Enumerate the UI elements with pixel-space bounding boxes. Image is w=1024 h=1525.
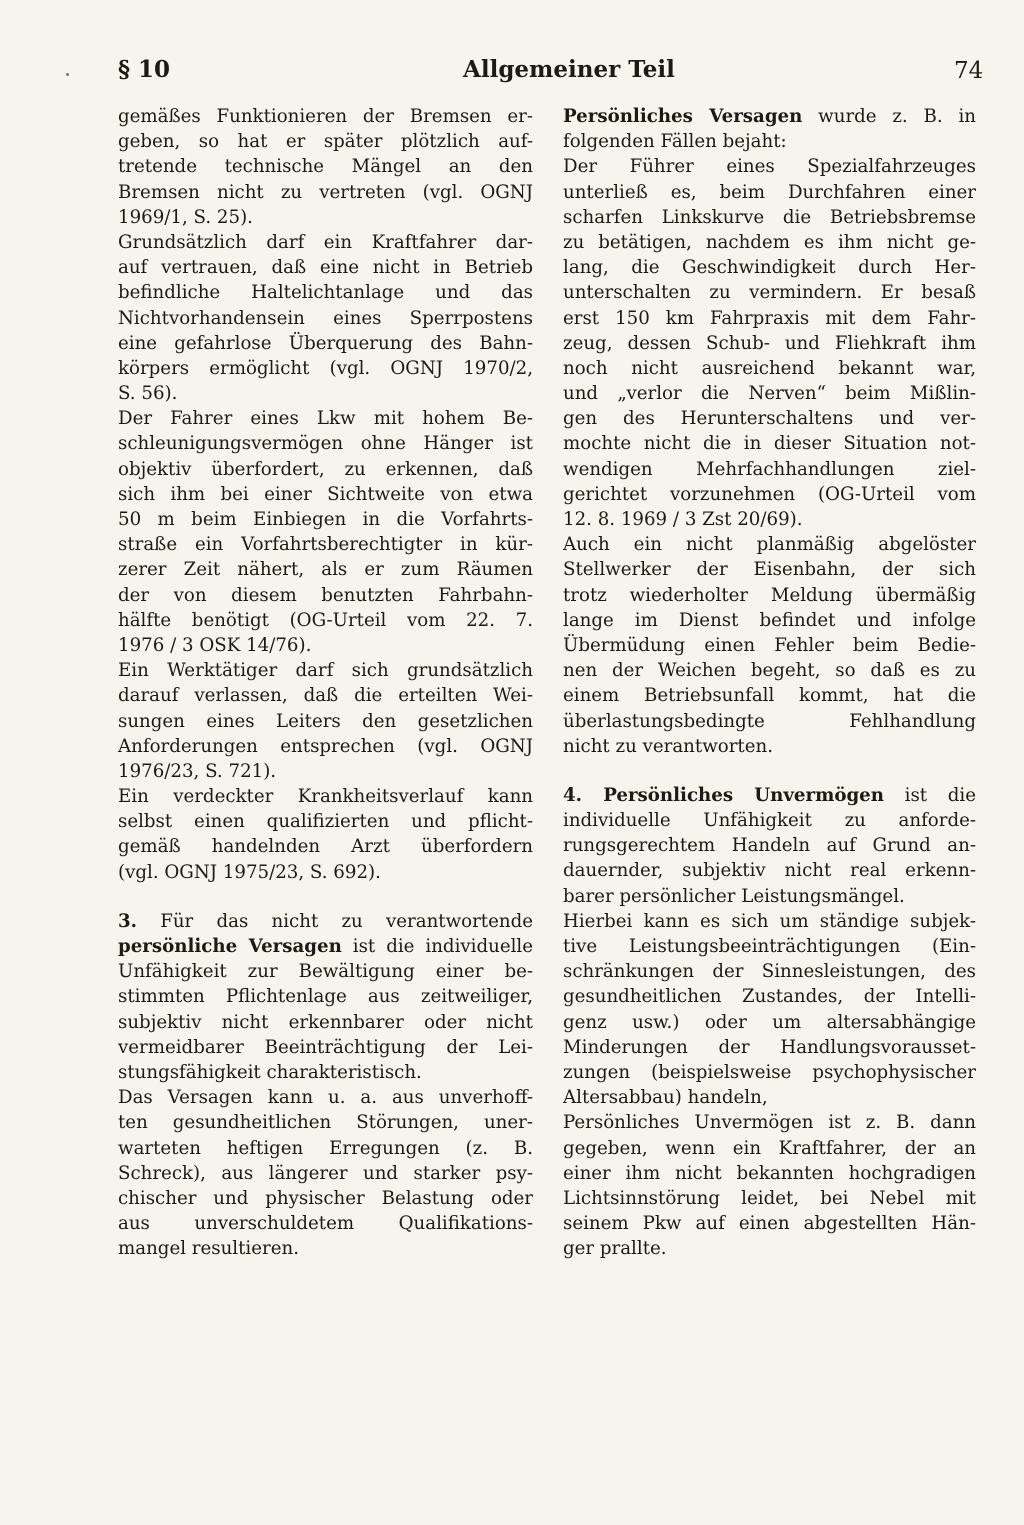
- text-line: Stellwerker der Eisenbahn, der sich: [563, 559, 976, 581]
- text-line: aus unverschuldetem Qualifikations-: [118, 1213, 533, 1235]
- text-line: stimmten Pflichtenlage aus zeitweiliger,: [118, 986, 533, 1008]
- text-line: Auch ein nicht planmäßig abgelöster: [563, 534, 976, 556]
- text-line: sich ihm bei einer Sichtweite von etwa: [118, 483, 533, 505]
- text-line: Persönliches Versagen wurde z. B. in: [563, 106, 976, 127]
- left-text-column: [118, 104, 533, 1261]
- text-line: Schreck), aus längerer und starker psy-: [118, 1162, 533, 1184]
- text-line: Ein verdeckter Krankheitsverlauf kann: [118, 786, 533, 808]
- text-line: barer persönlicher Leistungsmängel.: [563, 885, 905, 907]
- text-line: unterschalten zu vermindern. Er besaß: [563, 282, 976, 304]
- text-line: gegeben, wenn ein Kraftfahrer, der an: [563, 1137, 976, 1159]
- text-line: Der Fahrer eines Lkw mit hohem Be-: [118, 408, 533, 430]
- text-line: Der Führer eines Spezialfahrzeuges: [563, 156, 976, 178]
- text-line: tretende technische Mängel an den: [118, 156, 533, 178]
- text-line: zungen (beispielsweise psychophysischer: [563, 1061, 976, 1083]
- text-line: stungsfähigkeit charakteristisch.: [118, 1061, 422, 1083]
- page-number: 74: [954, 58, 984, 84]
- text-line: Anforderungen entsprechen (vgl. OGNJ: [118, 735, 533, 757]
- text-line: 12. 8. 1969 / 3 Zst 20/69).: [563, 509, 803, 530]
- text-line: Hierbei kann es sich um ständige subjek-: [563, 910, 976, 932]
- text-line: trotz wiederholter Meldung übermäßig: [563, 584, 976, 606]
- text-line: (vgl. OGNJ 1975/23, S. 692).: [118, 861, 381, 883]
- text-line: selbst einen qualifizierten und pflicht-: [118, 811, 533, 833]
- text-line: ten gesundheitlichen Störungen, uner-: [118, 1112, 533, 1134]
- text-line: unterließ es, beim Durchfahren einer: [563, 181, 976, 203]
- text-line: mangel resultieren.: [118, 1238, 299, 1260]
- text-line: körpers ermöglicht (vgl. OGNJ 1970/2,: [118, 357, 533, 379]
- text-line: Grundsätzlich darf ein Kraftfahrer dar-: [118, 231, 533, 253]
- text-line: erst 150 km Fahrpraxis mit dem Fahr-: [563, 307, 976, 329]
- text-line: befindliche Haltelichtanlage und das: [118, 282, 533, 304]
- text-line: 4. Persönliches Unvermögen ist die: [563, 784, 976, 806]
- text-line: 1976 / 3 OSK 14/76).: [118, 634, 312, 656]
- text-line: 50 m beim Einbiegen in die Vorfahrts-: [118, 509, 533, 530]
- text-line: individuelle Unfähigkeit zu anforde-: [563, 810, 976, 832]
- text-line: seinem Pkw auf einen abgestellten Hän-: [563, 1213, 976, 1235]
- text-line: scharfen Linkskurve die Betriebsbremse: [563, 206, 976, 228]
- bold-term: persönliche Versagen: [118, 936, 342, 957]
- text-line: rungsgerechtem Handeln auf Grund an-: [563, 835, 976, 857]
- text-line: straße ein Vorfahrtsberechtigter in kür-: [118, 534, 533, 556]
- bold-term: 4. Persönliches Unvermögen: [563, 784, 884, 806]
- text-line: persönliche Versagen ist die individuelle: [118, 936, 533, 957]
- bold-term: Persönliches Versagen: [563, 106, 803, 127]
- text-line: 1976/23, S. 721).: [118, 760, 277, 782]
- text-line: Lichtsinnstörung leidet, bei Nebel mit: [563, 1187, 976, 1209]
- text-line: lang, die Geschwindigkeit durch Her-: [563, 257, 976, 279]
- text-line: sungen eines Leiters den gesetzlichen: [118, 710, 533, 732]
- text-line: geben, so hat er später plötzlich auf-: [118, 131, 533, 153]
- text-line: folgenden Fällen bejaht:: [563, 131, 787, 153]
- text-line: Minderungen der Handlungsvorausset-: [563, 1036, 976, 1058]
- text-line: zeug, dessen Schub- und Fliehkraft ihm: [563, 332, 976, 354]
- text-line: überlastungsbedingte Fehlhandlung: [563, 710, 976, 732]
- text-line: schränkungen der Sinnesleistungen, des: [563, 961, 976, 983]
- text-line: vermeidbarer Beeinträchtigung der Lei-: [118, 1036, 533, 1058]
- text-line: Altersabbau) handeln,: [563, 1087, 768, 1109]
- text-line: ger prallte.: [563, 1238, 667, 1260]
- text-line: chischer und physischer Belastung oder: [118, 1187, 533, 1209]
- text-line: einem Betriebsunfall kommt, hat die: [563, 685, 976, 707]
- text-line: gesundheitlichen Zustandes, der Intelli-: [563, 986, 976, 1008]
- text-line: und „verlor die Nerven“ beim Mißlin-: [563, 383, 976, 405]
- text-line: Das Versagen kann u. a. aus unverhoff-: [118, 1087, 533, 1109]
- page-header: [0, 56, 1024, 90]
- text-line: auf vertrauen, daß eine nicht in Betrieb: [118, 257, 533, 279]
- text-line: S. 56).: [118, 383, 178, 405]
- text-line: Ein Werktätiger darf sich grundsätzlich: [118, 660, 533, 682]
- text-line: objektiv überfordert, zu erkennen, daß: [118, 458, 533, 480]
- text-line: noch nicht ausreichend bekannt war,: [563, 357, 976, 379]
- paragraph-gap: [118, 885, 533, 909]
- text-line: Nichtvorhandensein eines Sperrpostens: [118, 307, 533, 329]
- text-line: hälfte benötigt (OG-Urteil vom 22. 7.: [118, 609, 533, 631]
- section-number: § 10: [118, 56, 171, 83]
- text-line: nen der Weichen begeht, so daß es zu: [563, 660, 976, 682]
- text-line: Bremsen nicht zu vertreten (vgl. OGNJ: [118, 181, 533, 203]
- text-line: zu betätigen, nachdem es ihm nicht ge-: [563, 231, 976, 253]
- text-line: einer ihm nicht bekannten hochgradigen: [563, 1162, 976, 1184]
- text-line: subjektiv nicht erkennbarer oder nicht: [118, 1011, 533, 1033]
- text-line: tive Leistungsbeeinträchtigungen (Ein-: [563, 936, 976, 957]
- text-line: der von diesem benutzten Fahrbahn-: [118, 584, 533, 606]
- text-line: dauernder, subjektiv nicht real erkenn-: [563, 860, 976, 882]
- text-line: Übermüdung einen Fehler beim Bedie-: [563, 634, 976, 656]
- text-line: gen des Herunterschaltens und ver-: [563, 408, 976, 430]
- text-line: warteten heftigen Erregungen (z. B.: [118, 1137, 533, 1159]
- text-line: mochte nicht die in dieser Situation not-: [563, 433, 976, 455]
- bold-term: 3.: [118, 910, 137, 932]
- text-line: 3. Für das nicht zu verantwortende: [118, 910, 533, 932]
- text-line: zerer Zeit nähert, als er zum Räumen: [118, 559, 533, 581]
- text-line: gerichtet vorzunehmen (OG-Urteil vom: [563, 483, 976, 505]
- paragraph-gap: [563, 759, 976, 783]
- text-line: gemäß handelnden Arzt überfordern: [118, 836, 533, 858]
- running-title: Allgemeiner Teil: [463, 56, 675, 83]
- text-line: nicht zu verantworten.: [563, 735, 773, 757]
- text-line: 1969/1, S. 25).: [118, 206, 253, 228]
- right-text-column: [563, 104, 976, 1261]
- text-line: schleunigungsvermögen ohne Hänger ist: [118, 433, 533, 455]
- text-line: lange im Dienst befindet und infolge: [563, 609, 976, 631]
- text-line: Unfähigkeit zur Bewältigung einer be-: [118, 961, 533, 983]
- text-line: genz usw.) oder um altersabhängige: [563, 1011, 976, 1033]
- text-line: gemäßes Funktionieren der Bremsen er-: [118, 106, 533, 127]
- text-line: darauf verlassen, daß die erteilten Wei-: [118, 685, 533, 707]
- text-line: wendigen Mehrfachhandlungen ziel-: [563, 458, 976, 480]
- text-line: eine gefahrlose Überquerung des Bahn-: [118, 332, 533, 354]
- text-line: Persönliches Unvermögen ist z. B. dann: [563, 1112, 976, 1134]
